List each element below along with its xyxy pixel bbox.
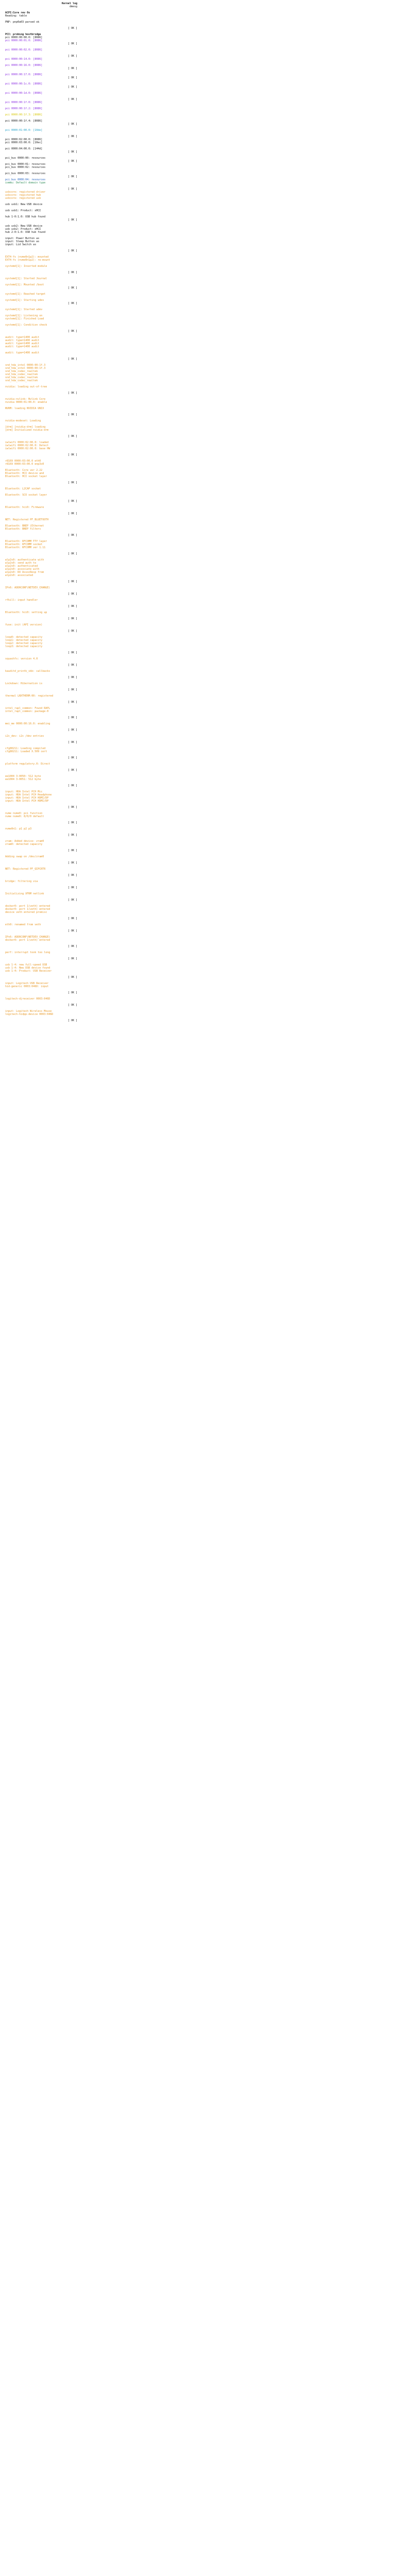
log-line: pci 0000:00:1c.0: [8086]	[5, 82, 43, 86]
log-line: pci_bus 0000:01: resources	[5, 163, 46, 166]
log-line: usb 1-4: Product: USB Receiver	[5, 970, 52, 973]
log-line: device veth entered promisc	[5, 911, 47, 914]
log-line: systemd[1]: Started Journal	[5, 277, 47, 280]
log-line: ACPI:Core rev 0x	[5, 11, 30, 14]
log-line: pci 0000:00:1f.0: [8086]	[5, 101, 43, 104]
log-line: snd_hda_codec_realtek	[5, 376, 38, 379]
log-line: usbcore: registered hub	[5, 194, 41, 197]
log-line: mei_me 0000:00:16.0: enabling	[5, 722, 50, 725]
log-line: audit: type=1400 audit	[5, 351, 40, 354]
log-line: i2c_dev: i2c /dev entries	[5, 735, 44, 738]
log-line: pci 0000:00:01.0: [8086]	[5, 39, 43, 42]
log-line: [ OK ]	[64, 123, 77, 126]
log-line: IPv6: ADDRCONF(NETDEV_CHANGE)	[5, 586, 50, 589]
log-line: [ OK ]	[64, 592, 77, 596]
log-line: [ OK ]	[64, 849, 77, 852]
log-pane	[5, 0, 93, 1022]
log-line: iommu: Default domain type	[5, 181, 46, 184]
log-line: Adding swap on /dev/zram0	[5, 855, 44, 858]
log-line: wlp2s0: associate with	[5, 568, 40, 571]
log-line: [ OK ]	[64, 821, 77, 824]
log-line: [ OK ]	[64, 160, 77, 163]
log-line: Lockdown: Hibernation is	[5, 682, 43, 685]
log-line: iwlwifi 0000:02:00.0: Detect	[5, 444, 49, 447]
log-line: pci 0000:03:00.0: [10ec]	[5, 141, 43, 144]
log-line: Initializing XFRM netlink	[5, 892, 44, 895]
log-line: [ OK ]	[64, 630, 77, 633]
log-line: [drm] [nvidia-drm] loading	[5, 426, 46, 429]
log-line: pci 0000:00:00.0: [8086]	[5, 36, 43, 39]
log-line: [ OK ]	[64, 481, 77, 484]
log-line: [ OK ]	[64, 917, 77, 920]
log-line: [ OK ]	[64, 957, 77, 960]
log-line: input: HDA Intel PCH Mic	[5, 790, 43, 793]
log-line: wlp2s0: authenticate with	[5, 558, 44, 562]
log-line: [ OK ]	[64, 580, 77, 583]
log-line: snd_hda_codec_realtek	[5, 379, 38, 382]
log-line: pci 0000:00:1f.4: [8086]	[5, 120, 43, 123]
log-line: input: HDA Intel PCH HDMI/DP	[5, 800, 49, 803]
log-line: Bluetooth: BNEP (Ethernet	[5, 524, 44, 528]
log-line: [ OK ]	[64, 135, 77, 138]
log-line: snd_hda_codec_realtek	[5, 373, 38, 376]
log-line: [ OK ]	[64, 534, 77, 537]
log-line: docker0: port 1(veth) entered	[5, 908, 50, 911]
log-line: Bluetooth: Core ver 2.22	[5, 469, 43, 472]
log-line: Bluetooth: hci0: setting up	[5, 611, 47, 614]
log-line: NET: Registered PF_BLUETOOTH	[5, 518, 49, 521]
log-line: input: HDA Intel PCH HDMI/DP	[5, 796, 49, 800]
log-line: audit: type=1400 audit	[5, 336, 40, 339]
log-line: pci_bus 0000:00: resources	[5, 157, 46, 160]
log-line: wlp2s0: authenticated	[5, 565, 38, 568]
log-line: [ OK ]	[64, 834, 77, 837]
log-line: [ OK ]	[64, 806, 77, 809]
log-line: eth0: renamed from veth	[5, 923, 41, 926]
log-line: input: Sleep Button as	[5, 240, 40, 243]
log-line: [ OK ]	[64, 861, 77, 865]
log-line: systemd[1]: Mounted /boot	[5, 283, 44, 286]
log-line: Bluetooth: RFCOMM TTY layer	[5, 540, 47, 543]
log-line: [ OK ]	[64, 899, 77, 902]
log-line: loop3: detected capacity	[5, 645, 43, 648]
log-line: [ OK ]	[64, 756, 77, 759]
log-line: nvme nvme0: pci function	[5, 812, 43, 815]
log-line: Bluetooth: hci0: Firmware	[5, 506, 44, 509]
log-line: [ OK ]	[64, 1004, 77, 1007]
log-line: pci 0000:04:00.0: [144d]	[5, 147, 43, 150]
log-line: [ OK ]	[64, 676, 77, 679]
log-line: usb usb2: Product: xHCI	[5, 228, 41, 231]
log-line: input: Power Button as	[5, 237, 40, 240]
log-line: logitech-djreceiver 0003:046D	[5, 997, 50, 1001]
log-line: PCI: probing hostbridge	[5, 33, 41, 36]
log-line: [ OK ]	[64, 358, 77, 361]
log-line: [ OK ]	[64, 435, 77, 438]
log-line: [ OK ]	[64, 249, 77, 252]
log-line: pci 0000:00:17.0: [8086]	[5, 73, 43, 76]
log-line: Bluetooth: L2CAP socket	[5, 487, 41, 490]
log-line: nvidia-nvlink: Nvlink Core	[5, 398, 46, 401]
log-line: [ OK ]	[64, 67, 77, 70]
log-line: fuse: init (API version)	[5, 623, 43, 626]
log-line: loop1: detected capacity	[5, 639, 43, 642]
log-line: [ OK ]	[64, 42, 77, 45]
log-line: docker0: port 1(veth) entered	[5, 905, 50, 908]
log-line: usbcore: registered driver	[5, 191, 46, 194]
log-line: snd_hda_intel 0000:00:1f.3	[5, 364, 46, 367]
log-line: Reading: table	[5, 14, 27, 18]
log-line: Bluetooth: SCO socket layer	[5, 494, 47, 497]
log-line: EXT4-fs (nvme0n1p2): re-mount	[5, 259, 50, 262]
log-line: pci 0000:02:00.0: [8086]	[5, 138, 43, 141]
log-line: PNP: pnp0a03 parsed ok	[5, 21, 40, 24]
log-line: Bluetooth: RFCOMM socket	[5, 543, 43, 546]
header-line-1: Kernel log	[61, 2, 77, 5]
log-line: cfg80211: Loading compiled	[5, 747, 46, 750]
log-line: nvme nvme0: 8/0/0 default	[5, 815, 44, 818]
log-line: [ OK ]	[64, 784, 77, 787]
log-line: loop0: detected capacity	[5, 636, 43, 639]
log-line: audit: type=1400 audit	[5, 345, 40, 348]
log-line: pci_bus 0000:04: resources	[5, 178, 46, 181]
log-line: zram0: detected capacity	[5, 843, 43, 846]
log-line: systemd[1]: Started udev	[5, 308, 43, 311]
log-line: [ OK ]	[64, 1019, 77, 1022]
log-line: [ OK ]	[64, 688, 77, 691]
log-line: zram: Added device: zram0	[5, 840, 44, 843]
log-line: [ OK ]	[64, 651, 77, 654]
log-line: [ OK ]	[64, 188, 77, 191]
log-line: hub 2-0:1.0: USB hub found	[5, 231, 46, 234]
log-header	[5, 2, 93, 8]
log-line: intel_rapl_common: package-0	[5, 710, 49, 713]
log-line: [ OK ]	[64, 286, 77, 290]
log-line: [ OK ]	[64, 76, 77, 79]
log-line: [ OK ]	[64, 874, 77, 877]
log-line: [ OK ]	[64, 175, 77, 178]
log-line: [ OK ]	[64, 728, 77, 732]
log-line: Bluetooth: HCI socket layer	[5, 475, 47, 478]
log-line: ee1004 3-0051: 512 byte	[5, 778, 41, 781]
log-line: [ OK ]	[67, 27, 77, 30]
log-line: [ OK ]	[64, 392, 77, 395]
log-line: pci_bus 0000:03: resources	[5, 172, 46, 175]
log-line: r8169 0000:03:00.0 eth0	[5, 460, 41, 463]
log-line: systemd[1]: Listening on	[5, 314, 43, 317]
log-line: input: Lid Switch as	[5, 243, 37, 246]
log-line: Bluetooth: HCI device and	[5, 472, 44, 475]
log-line: [ OK ]	[64, 741, 77, 744]
log-line: nvidia: loading out-of-tree	[5, 385, 47, 388]
log-line: platform regulatory.0: Direct	[5, 762, 50, 766]
log-line: Bluetooth: RFCOMM ver 1.11	[5, 546, 46, 549]
log-line: [ OK ]	[64, 945, 77, 948]
log-line: [ OK ]	[64, 929, 77, 933]
log-line: systemd[1]: Reached target	[5, 293, 46, 296]
log-line: usb 1-4: New USB device found	[5, 967, 50, 970]
log-line: systemd[1]: Starting udev	[5, 299, 44, 302]
log-line: wlp2s0: send auth to	[5, 562, 37, 565]
log-line: ee1004 3-0050: 512 byte	[5, 775, 41, 778]
log-line: [ OK ]	[64, 769, 77, 772]
log-line: [ OK ]	[64, 512, 77, 515]
log-line: [ OK ]	[64, 605, 77, 608]
log-line: pci 0000:01:00.0: [10de]	[5, 129, 43, 132]
log-line: rfkill: input handler	[5, 599, 38, 602]
log-line: wlp2s0: associated	[5, 574, 33, 577]
log-line: kauditd_printk_skb: callbacks	[5, 670, 50, 673]
log-line: [ OK ]	[64, 98, 77, 101]
log-line: nvidia 0000:01:00.0: enable	[5, 401, 47, 404]
log-line: [ OK ]	[64, 453, 77, 456]
log-line: iwlwifi 0000:02:00.0: loaded	[5, 441, 49, 444]
log-line: logitech-hidpp-device 0003:046D	[5, 1013, 54, 1016]
log-line: systemd[1]: Finished Load	[5, 317, 44, 320]
log-lines	[5, 8, 93, 1022]
log-line: [ OK ]	[64, 302, 77, 305]
log-line: [ OK ]	[64, 218, 77, 222]
log-line: NET: Registered PF_QIPCRTR	[5, 868, 46, 871]
log-line: pci_bus 0000:02: resources	[5, 166, 46, 169]
log-line: NVRM: loading NVIDIA UNIX	[5, 407, 44, 410]
log-line: [ OK ]	[64, 330, 77, 333]
log-line: input: Logitech Wireless Mouse	[5, 1010, 52, 1013]
log-line: pci 0000:00:1d.0: [8086]	[5, 92, 43, 95]
log-line: [ OK ]	[64, 500, 77, 503]
log-line: hid-generic 0003:046D: input	[5, 985, 49, 988]
log-line: usb usb1: New USB device	[5, 203, 43, 206]
log-line: audit: type=1400 audit	[5, 339, 40, 342]
log-line: pci 0000:00:1f.2: [8086]	[5, 107, 43, 110]
log-line: [ OK ]	[64, 552, 77, 555]
log-line: [ OK ]	[64, 886, 77, 889]
log-line: Bluetooth: BNEP filters	[5, 528, 41, 531]
log-line: systemd[1]: Condition check	[5, 324, 47, 327]
log-line: perf: interrupt took too long	[5, 951, 50, 954]
log-line: pci 0000:00:02.0: [8086]	[5, 48, 43, 52]
header-line-2: dmesg	[69, 5, 77, 8]
log-line: usb usb1: Product: xHCI	[5, 209, 41, 212]
log-line: [ OK ]	[64, 617, 77, 620]
log-line: squashfs: version 4.0	[5, 657, 38, 660]
log-line: IPv6: ADDRCONF(NETDEV_CHANGE)	[5, 936, 50, 939]
log-line: [ OK ]	[64, 664, 77, 667]
log-line: snd_hda_codec_realtek	[5, 370, 38, 373]
log-line: hub 1-0:1.0: USB hub found	[5, 215, 46, 218]
log-line: docker0: port 1(veth) entered	[5, 939, 50, 942]
log-line: input: HDA Intel PCH Headphone	[5, 793, 52, 796]
log-line: snd_hda_intel 0000:00:1f.3	[5, 367, 46, 370]
log-line: [ OK ]	[64, 991, 77, 994]
log-line: systemd[1]: Inserted module	[5, 265, 47, 268]
log-line: cfg80211: Loaded X.509 cert	[5, 750, 47, 753]
log-line: [ OK ]	[64, 716, 77, 719]
log-line: intel_rapl_common: Found RAPL	[5, 707, 50, 710]
log-line: usbcore: registered usb	[5, 197, 41, 200]
log-line: pci 0000:00:1f.3: [8086]	[5, 113, 43, 116]
log-line: bridge: filtering via	[5, 880, 38, 883]
log-line: usb usb2: New USB device	[5, 225, 43, 228]
log-line: loop2: detected capacity	[5, 642, 43, 645]
log-line: EXT4-fs (nvme0n1p2): mounted	[5, 256, 49, 259]
log-line: nvme0n1: p1 p2 p3	[5, 827, 32, 831]
log-line: audit: type=1400 audit	[5, 342, 40, 345]
log-line: [ OK ]	[64, 701, 77, 704]
log-line: pci 0000:00:14.0: [8086]	[5, 58, 43, 61]
log-line: pci 0000:00:16.0: [8086]	[5, 64, 43, 67]
log-line: [ OK ]	[64, 55, 77, 58]
log-line: [drm] Initialized nvidia-drm	[5, 429, 49, 432]
log-line: r8169 0000:03:00.0 enp3s0	[5, 463, 44, 466]
log-line: iwlwifi 0000:02:00.0: base HW	[5, 447, 50, 450]
log-line: [ OK ]	[64, 271, 77, 274]
log-line: [ OK ]	[64, 150, 77, 154]
log-line: wlp2s0: RX AssocResp from	[5, 571, 44, 574]
log-line: input: Logitech USB Receiver	[5, 982, 49, 985]
log-line: [ OK ]	[64, 86, 77, 89]
log-line: nvidia-modeset: Loading	[5, 419, 41, 422]
log-line: [ OK ]	[64, 976, 77, 979]
log-line: [ OK ]	[64, 413, 77, 416]
log-line: thermal LNXTHERM:00: registered	[5, 694, 54, 698]
log-line: usb 1-4: new full-speed USB	[5, 963, 47, 967]
